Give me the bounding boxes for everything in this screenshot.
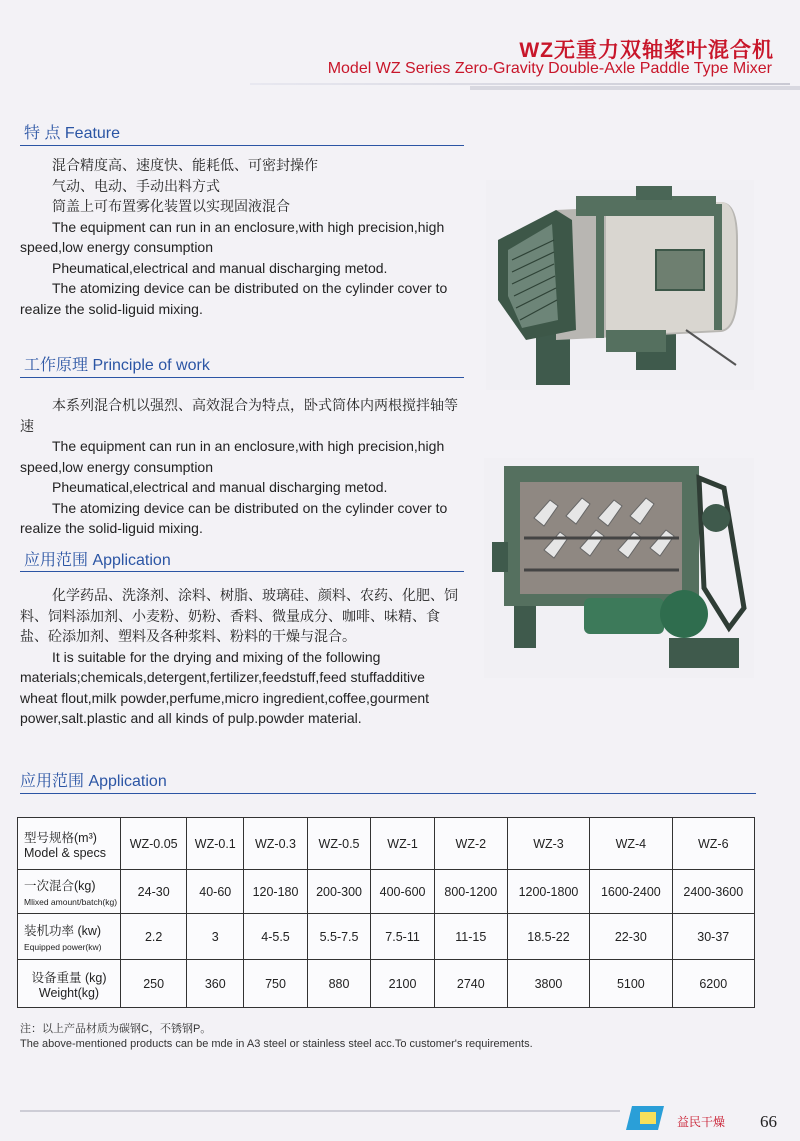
row-label-cn: 设备重量 (kg) [31,970,107,985]
value-cell: 750 [244,960,308,1008]
model-cell: WZ-0.5 [307,818,371,870]
application-body [20,585,466,729]
principle-body [20,395,468,539]
principle-heading-rule [20,377,464,378]
company-logo-icon [626,1100,670,1136]
mixer-photo-closed [486,180,754,390]
application-en: It is suitable for the drying and mixing of the following materials;chemicals,detergent,fertilizer,feedstuff,feed stuffadditive wheat flout,milk powder,perfume,micro ingredient,coffee,gourment power,salt.plastic and all kinds of pulp.powder material. [20,648,430,726]
value-cell: 400-600 [371,870,435,914]
spec-table [17,817,755,1008]
feature-cn-line-3: 筒盖上可布置雾化装置以实现固液混合 [52,198,290,214]
value-cell: 1600-2400 [590,870,672,914]
value-cell: 30-37 [672,914,754,960]
value-cell: 1200-1800 [507,870,589,914]
value-cell: 11-15 [434,914,507,960]
page-number: 66 [760,1112,777,1131]
header-cn: 型号规格(m³) [24,830,97,845]
application-heading: 应用范围 Application [24,552,171,569]
table-heading: 应用范围 Application [20,773,167,790]
table-row [18,870,755,914]
note-en: The above-mentioned products can be mde in A3 steel or stainless steel acc.To customer's requirements. [20,1038,533,1050]
principle-en-p3: The atomizing device can be distributed on the cylinder cover to realize the solid-liguid mixing. [20,499,448,536]
page-title-cn: WZ无重力双轴桨叶混合机 [519,39,774,62]
value-cell: 3800 [507,960,589,1008]
row-label-en: Equipped power(kw) [24,942,102,952]
value-cell: 2.2 [121,914,187,960]
value-cell: 880 [307,960,371,1008]
feature-cn-line-1: 混合精度高、速度快、能耗低、可密封操作 [52,157,318,173]
value-cell: 2400-3600 [672,870,754,914]
table-header-label [18,818,121,870]
model-cell: WZ-4 [590,818,672,870]
value-cell: 800-1200 [434,870,507,914]
header-divider [250,83,790,85]
value-cell: 120-180 [244,870,308,914]
value-cell: 360 [187,960,244,1008]
value-cell: 18.5-22 [507,914,589,960]
model-cell: WZ-0.1 [187,818,244,870]
note-cn: 注：以上产品材质为碳钢C，不锈钢P。 [20,1023,212,1035]
model-cell: WZ-2 [434,818,507,870]
principle-en-p2: Pheumatical,electrical and manual discharging metod. [52,479,388,495]
row-label [18,914,121,960]
application-cn: 化学药品、洗涤剂、涂料、树脂、玻璃硅、颜料、农药、化肥、饲料、饲料添加剂、小麦粉、奶粉、香料、微量成分、咖啡、味精、食盐、砼添加剂、塑料及各种浆料、粉料的干燥与混合。 [20,587,458,644]
row-label [18,870,121,914]
row-label-en: Weight(kg) [38,985,100,1000]
value-cell: 2740 [434,960,507,1008]
value-cell: 4-5.5 [244,914,308,960]
row-label-cn: 一次混合(kg) [24,879,96,893]
feature-en-p2: Pheumatical,electrical and manual discharging metod. [52,259,388,276]
model-cell: WZ-0.05 [121,818,187,870]
value-cell: 200-300 [307,870,371,914]
principle-en-p1: The equipment can run in an enclosure,with high precision,high speed,low energy consumption [20,438,445,475]
value-cell: 250 [121,960,187,1008]
value-cell: 7.5-11 [371,914,435,960]
footer-brand: 益民干燥 [677,1115,726,1129]
principle-heading: 工作原理 Principle of work [24,357,210,374]
row-label-cn: 装机功率 (kw) [24,924,102,938]
footer-rule [20,1110,620,1112]
model-cell: WZ-0.3 [244,818,308,870]
feature-cn-line-2: 气动、电动、手动出料方式 [52,177,220,194]
application-heading-rule [20,571,464,572]
mixer-photo-open [484,458,754,678]
principle-cn: 本系列混合机以强烈、高效混合为特点，卧式筒体内两根搅拌轴等速 [20,397,458,434]
table-row [18,960,755,1008]
value-cell: 24-30 [121,870,187,914]
row-label [18,960,121,1008]
table-header-row [18,818,755,870]
value-cell: 40-60 [187,870,244,914]
feature-body [20,155,468,319]
value-cell: 6200 [672,960,754,1008]
model-cell: WZ-1 [371,818,435,870]
table-heading-rule [20,793,756,794]
page-title-en: Model WZ Series Zero-Gravity Double-Axle Paddle Type Mixer [327,60,772,77]
model-cell: WZ-3 [507,818,589,870]
feature-heading-rule [20,145,464,146]
row-label-en: Mlixed amount/batch(kg) [24,897,118,907]
table-row [18,914,755,960]
feature-en-p1: The equipment can run in an enclosure,with high precision,high speed,low energy consumption [20,218,445,255]
header-en: Model & specs [24,845,106,860]
header-bar [470,86,800,90]
value-cell: 2100 [371,960,435,1008]
value-cell: 3 [187,914,244,960]
value-cell: 5.5-7.5 [307,914,371,960]
value-cell: 5100 [590,960,672,1008]
model-cell: WZ-6 [672,818,754,870]
feature-en-p3: The atomizing device can be distributed on the cylinder cover to realize the solid-liguid mixing. [20,280,448,317]
value-cell: 22-30 [590,914,672,960]
feature-heading: 特 点 Feature [24,125,121,142]
